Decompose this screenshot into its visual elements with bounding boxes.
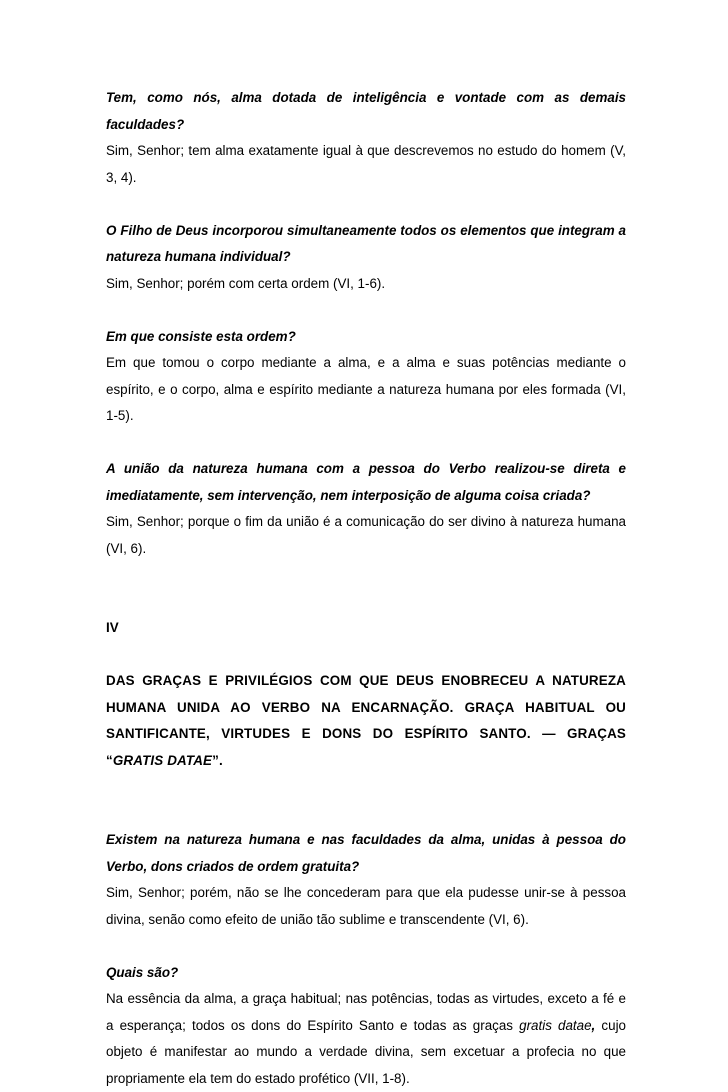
question-5: Existem na natureza humana e nas faculdades da alma, unidas à pessoa do Verbo, dons criados de ordem gratuita?: [106, 832, 626, 874]
question-1: Tem, como nós, alma dotada de inteligência e vontade com as demais faculdades?: [106, 90, 626, 132]
answer-6-comma: ,: [591, 1017, 596, 1033]
chapter-number: IV: [106, 620, 119, 635]
question-6: Quais são?: [106, 964, 179, 980]
answer-1: Sim, Senhor; tem alma exatamente igual à que descrevemos no estudo do homem (V, 3, 4).: [106, 143, 626, 185]
answer-6-italic: gratis datae: [519, 1017, 592, 1033]
answer-5: Sim, Senhor; porém, não se lhe concederam para que ela pudesse unir-se à pessoa divina, senão como efeito de união tão sublime e transcendente (VI, 6).: [106, 885, 626, 927]
answer-6: [106, 986, 626, 1092]
chapter-title-italic: GRATIS DATAE: [112, 752, 213, 768]
question-4: A união da natureza humana com a pessoa do Verbo realizou-se direta e imediatamente, sem intervenção, nem interposição de alguma coisa criada?: [106, 461, 626, 503]
chapter-title: [106, 668, 626, 774]
answer-3: Em que tomou o corpo mediante a alma, e a alma e suas potências mediante o espírito, e o corpo, alma e espírito mediante a natureza humana por eles formada (VI, 1-5).: [106, 355, 626, 423]
chapter-title-end: ”.: [212, 752, 223, 768]
answer-6-part2: cujo objeto é manifestar ao mundo a verdade divina, sem excetuar a profecia no que propriamente ela tem do estado profético (VII, 1-8).: [106, 1017, 626, 1086]
answer-6-part1: Na essência da alma, a graça habitual; nas potências, todas as virtudes, exceto a fé e a esperança; todos os dons do Espírito Santo e todas as graças: [106, 991, 626, 1033]
document-page: [106, 85, 626, 1092]
question-3: Em que consiste esta ordem?: [106, 328, 296, 344]
answer-4: Sim, Senhor; porque o fim da união é a comunicação do ser divino à natureza humana (VI, 6).: [106, 514, 626, 556]
answer-2: Sim, Senhor; porém com certa ordem (VI, 1-6).: [106, 275, 386, 291]
question-2: O Filho de Deus incorporou simultaneamente todos os elementos que integram a natureza humana individual?: [106, 222, 626, 264]
chapter-title-main: DAS GRAÇAS E PRIVILÉGIOS COM QUE DEUS ENOBRECEU A NATUREZA HUMANA UNIDA AO VERBO NA ENCARNAÇÃO. GRAÇA HABITUAL OU SANTIFICANTE, VIRTUDES E DONS DO ESPÍRITO SANTO. — GRAÇAS “: [106, 673, 626, 768]
